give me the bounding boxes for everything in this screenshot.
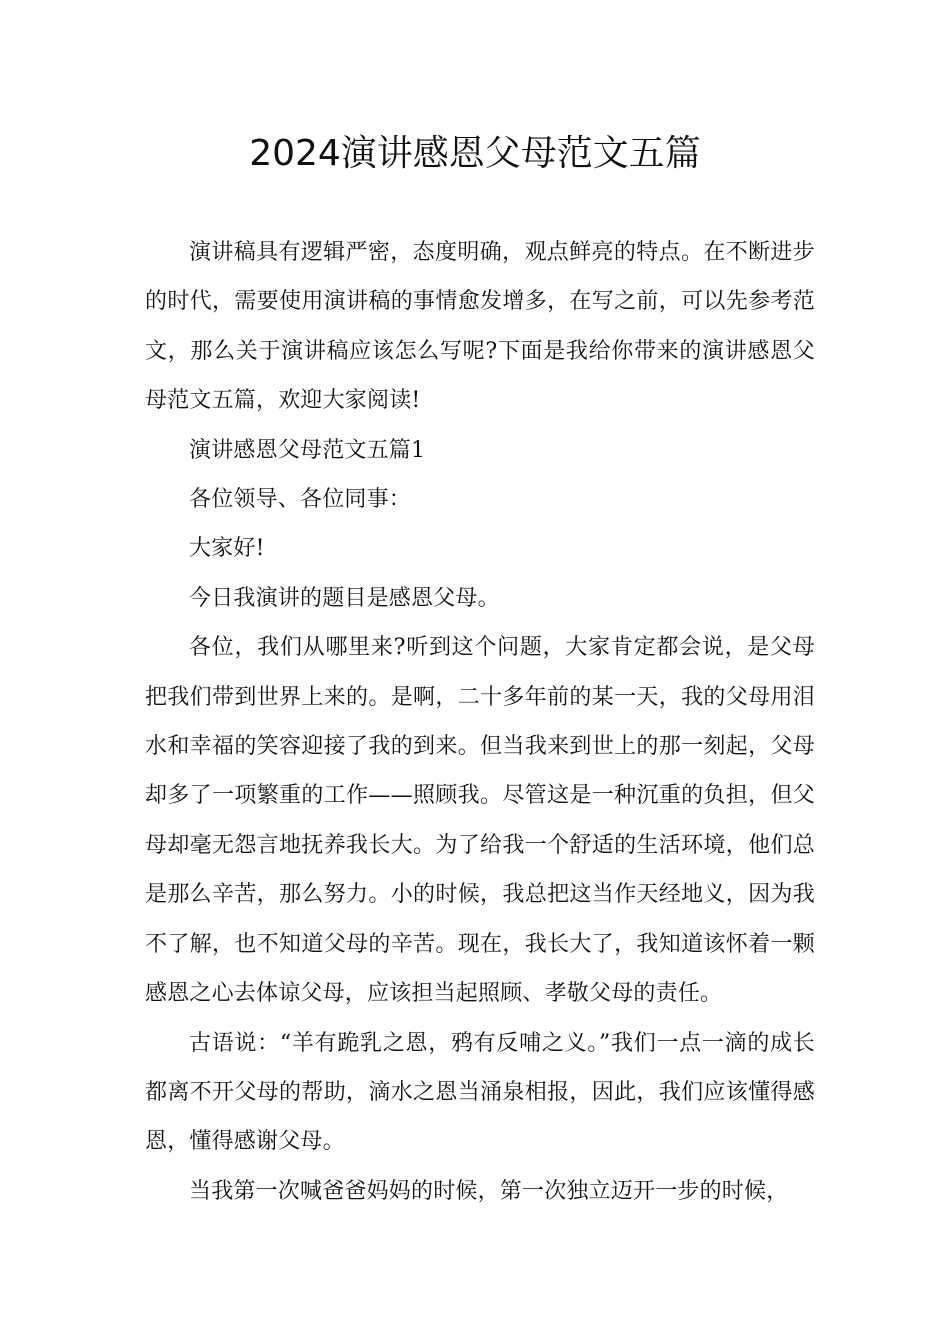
speech-topic: 今日我演讲的题目是感恩父母。 (189, 585, 500, 611)
section-heading: 演讲感恩父母范文五篇1 (189, 437, 426, 463)
salutation: 各位领导、各位同事： (189, 487, 412, 513)
body-paragraph: 当我第一次喊爸爸妈妈的时候，第一次独立迈开一步的时候， (189, 1178, 789, 1204)
greeting: 大家好! (189, 536, 265, 562)
body-paragraph: 古语说：“羊有跪乳之恩，鸦有反哺之义。”我们一点一滴的成长都离不开父母的帮助，滴水之恩当涌泉相报，因此，我们应该懂得感恩，懂得感谢父母。 (145, 1030, 815, 1155)
document-title: 2024演讲感恩父母范文五篇 (249, 133, 701, 174)
intro-paragraph: 演讲稿具有逻辑严密，态度明确，观点鲜亮的特点。在不断进步的时代，需要使用演讲稿的事情愈发增多，在写之前，可以先参考范文，那么关于演讲稿应该怎么写呢?下面是我给你带来的演讲感恩父母范文五篇，欢迎大家阅读! (145, 240, 815, 414)
document-body (145, 228, 815, 1216)
body-paragraph: 各位，我们从哪里来?听到这个问题，大家肯定都会说，是父母把我们带到世界上来的。是啊，二十多年前的某一天，我的父母用泪水和幸福的笑容迎接了我的到来。但当我来到世上的那一刻起，父母却多了一项繁重的工作——照顾我。尽管这是一种沉重的负担，但父母却毫无怨言地抚养我长大。为了给我一个舒适的生活环境，他们总是那么辛苦，那么努力。小的时候，我总把这当作天经地义，因为我不了解，也不知道父母的辛苦。现在，我长大了，我知道该怀着一颗感恩之心去体谅父母，应该担当起照顾、孝敬父母的责任。 (145, 635, 815, 1007)
